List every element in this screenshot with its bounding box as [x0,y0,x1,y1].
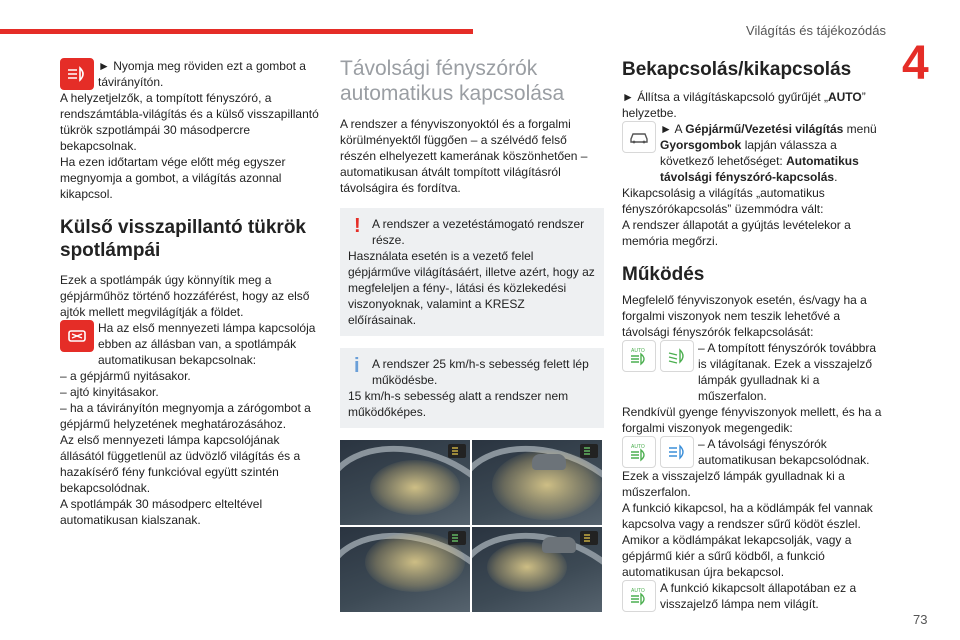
car-menu-icon [622,121,656,153]
col3-paragraph-3: Kikapcsolásig a világítás „automatikus fényszórókapcsolás” üzemmódra vált: [622,186,825,216]
warning-line-1: A rendszer a vezetéstámogató rendszer része. [372,217,585,247]
column-middle [340,56,604,612]
info-icon: i [354,355,360,377]
scene-2 [472,440,602,525]
col2-paragraph-1: A rendszer a fényviszonyoktól és a forgalmi körülményektől függően – a szélvédő felső részén elhelyezett kamerának köszönhetően – automatikusan átvált tompított világításról távolságira és fordítva. [340,117,588,195]
info-line-2: 15 km/h-s sebesség alatt a rendszer nem működőképes. [348,389,569,419]
auto-lamp-badge [580,444,598,458]
col3-paragraph-7: Rendkívül gyenge fényviszonyok mellett, és ha a forgalmi viszonyok megengedik: [622,405,882,435]
heading-auto-highbeam: Távolsági fényszórók automatikus kapcsolása [340,57,565,105]
page-number: 73 [913,612,928,627]
remote-instruction: ► Nyomja meg röviden ezt a gombot a távirányítón. [98,59,306,89]
scene-3 [340,527,470,612]
col1-paragraph-2: A helyzetjelzők, a tompított fényszóró, a rendszámtábla-világítás és a külső visszapillantó tükrök szpotlámpái 30 másodpercre bekapcsolnak. [60,91,319,153]
warning-box [340,208,604,336]
chapter-number: 4 [902,37,929,90]
svg-text:AUTO: AUTO [631,348,645,354]
courtesy-lamp-icon [60,320,94,352]
auto-lamp-icon [622,340,656,372]
high-beam-icon [660,436,694,468]
column-right [622,58,886,612]
top-accent-bar [0,29,473,34]
col1-paragraph-3: Ha ezen időtartam vége előtt még egyszer megnyomja a gombot, a világítás azonnal kikapcsol. [60,155,286,201]
col3-paragraph-8: – A távolsági fényszórók automatikusan bekapcsolódnak. [698,437,870,467]
col3-paragraph-12: A funkció kikapcsolt állapotában ez a visszajelző lámpa nem világít. [660,581,857,611]
col1-paragraph-7: A spotlámpák 30 másodperc elteltével automatikusan kialszanak. [60,497,263,527]
headlamp-remote-icon [60,58,94,90]
warning-exclamation-icon: ! [354,215,361,237]
auto-lamp-badge [448,444,466,458]
list-item: – ajtó kinyitásakor. [60,385,159,399]
col3-paragraph-9: Ezek a visszajelző lámpák gyulladnak ki a műszerfalon. [622,469,845,499]
vehicle-menu-row [622,121,886,185]
column-left [60,58,324,528]
col3-paragraph-4: A rendszer állapotát a gyújtás levételekor a memória megőrzi. [622,218,851,248]
high-beam-indicators-row [622,436,886,468]
list-item: – ha a távirányítón megnyomja a zárógombot a gépjármű helyzetének meghatározásához. [60,401,311,431]
col1-paragraph-5: Ha az első mennyezeti lámpa kapcsolója ebben az állásban van, a spotlámpák automatikusan bekapcsolnak: [98,321,316,367]
auto-lamp-icon [622,436,656,468]
scene-1 [340,440,470,525]
remote-button-row [60,58,324,90]
night-driving-illustration [340,440,602,612]
low-beam-indicators-row [622,340,886,404]
auto-lamp-badge [580,531,598,545]
heading-operation: Működés [622,264,705,285]
courtesy-lamp-row [60,320,324,368]
info-line-1: A rendszer 25 km/h-s sebesség felett lép működésbe. [372,357,589,387]
heading-mirror-spotlamps: Külső visszapillantó tükrök spotlámpái [60,217,306,261]
col1-paragraph-6: Az első mennyezeti lámpa kapcsolójának állásától függetlenül az üdvözlő világítás és a hazakísérő fény funkcióval együtt szintén bekapcsolódnak. [60,433,301,495]
svg-text:AUTO: AUTO [631,588,645,594]
warning-line-2: Használata esetén is a vezető felel gépjárműve világításáért, illetve azért, hogy az megfeleljen a fény-, látási és közlekedési viszonyoknak, valamint a KRESZ előírásainak. [348,249,595,327]
col3-paragraph-1: ► Állítsa a világításkapcsoló gyűrűjét „AUTO” helyzetbe. [622,90,866,120]
col3-paragraph-10: A funkció kikapcsol, ha a ködlámpák fel vannak kapcsolva vagy a rendszer sűrű ködöt észlel. [622,501,873,531]
col3-paragraph-2: ► A Gépjármű/Vezetési világítás menü Gyorsgombok lapján válassza a következő lehetőséget: Automatikus távolsági fényszóró-kapcsolás. [660,122,877,184]
col1-paragraph-4: Ezek a spotlámpák úgy könnyítik meg a gépjárműhöz történő hozzáférést, hogy az első ajtók mellett megvilágítják a földet. [60,273,310,319]
list-item: – a gépjármű nyitásakor. [60,369,191,383]
auto-lamp-badge [448,531,466,545]
col3-paragraph-6: – A tompított fényszórók továbbra is világítanak. Ezek a visszajelző lámpák gyulladnak ki a műszerfalon. [698,341,877,403]
col3-paragraph-11: Amikor a ködlámpákat lekapcsolják, vagy a gépjármű kiér a sűrű ködből, a funkció automatikusan újra bekapcsol. [622,533,852,579]
svg-text:AUTO: AUTO [631,444,645,450]
auto-lamp-icon [622,580,656,612]
section-header: Világítás és tájékozódás [746,23,886,38]
low-beam-icon [660,340,694,372]
info-box [340,348,604,428]
function-off-row [622,580,886,612]
scene-4 [472,527,602,612]
col3-paragraph-5: Megfelelő fényviszonyok esetén, és/vagy ha a forgalmi viszonyok nem teszik lehetővé a távolsági fényszórók felkapcsolását: [622,293,867,339]
heading-on-off: Bekapcsolás/kikapcsolás [622,59,852,80]
